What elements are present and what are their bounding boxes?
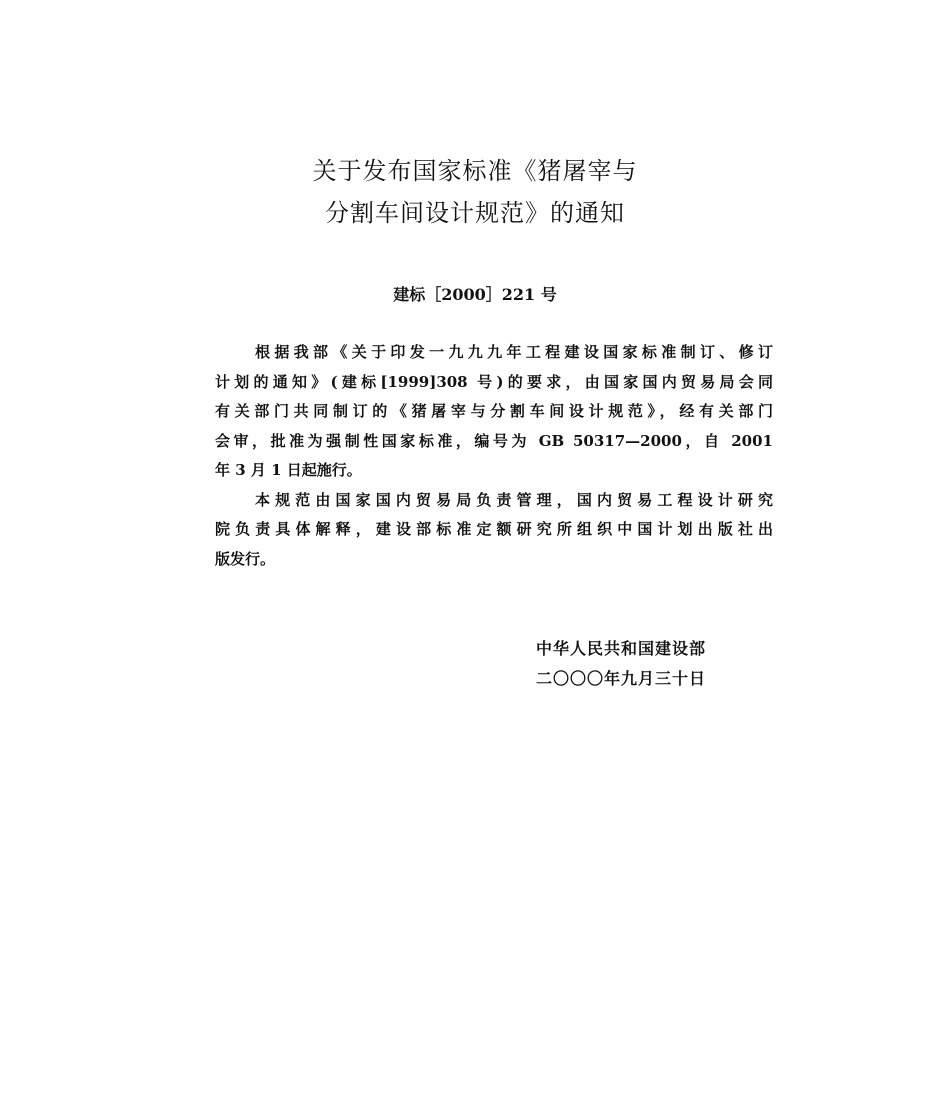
- document-title: [0, 150, 950, 234]
- paragraph-2-line: 版发行。: [215, 549, 276, 568]
- issue-date: 二〇〇〇年九月三十日: [536, 669, 707, 688]
- issuing-authority: 中华人民共和国建设部: [536, 639, 707, 658]
- paragraph-2-line: 院负责具体解释，建设部标准定额研究所组织中国计划出版社出: [215, 520, 773, 538]
- paragraph-1-line: 会审，批准为强制性国家标准，编号为 GB 50317—2000，自 2001: [215, 431, 773, 450]
- document-number: 建标［2000］221 号: [393, 285, 557, 304]
- document-body: [215, 338, 773, 574]
- paragraph-1-line: 有关部门共同制订的《猪屠宰与分割车间设计规范》，经有关部门: [215, 402, 773, 420]
- paragraph-1-line: 年 3 月 1 日起施行。: [215, 461, 362, 479]
- paragraph-1-line: 根据我部《关于印发一九九九年工程建设国家标准制订、修订: [255, 343, 773, 361]
- paragraph-1-line: 计划的通知》(建标[1999]308 号)的要求，由国家国内贸易局会同: [215, 372, 773, 391]
- signature-block: [536, 634, 706, 694]
- title-line-2: 分割车间设计规范》的通知: [325, 199, 625, 227]
- paragraph-2-line: 本规范由国家国内贸易局负责管理，国内贸易工程设计研究: [255, 490, 773, 509]
- title-line-1: 关于发布国家标准《猪屠宰与: [312, 157, 638, 185]
